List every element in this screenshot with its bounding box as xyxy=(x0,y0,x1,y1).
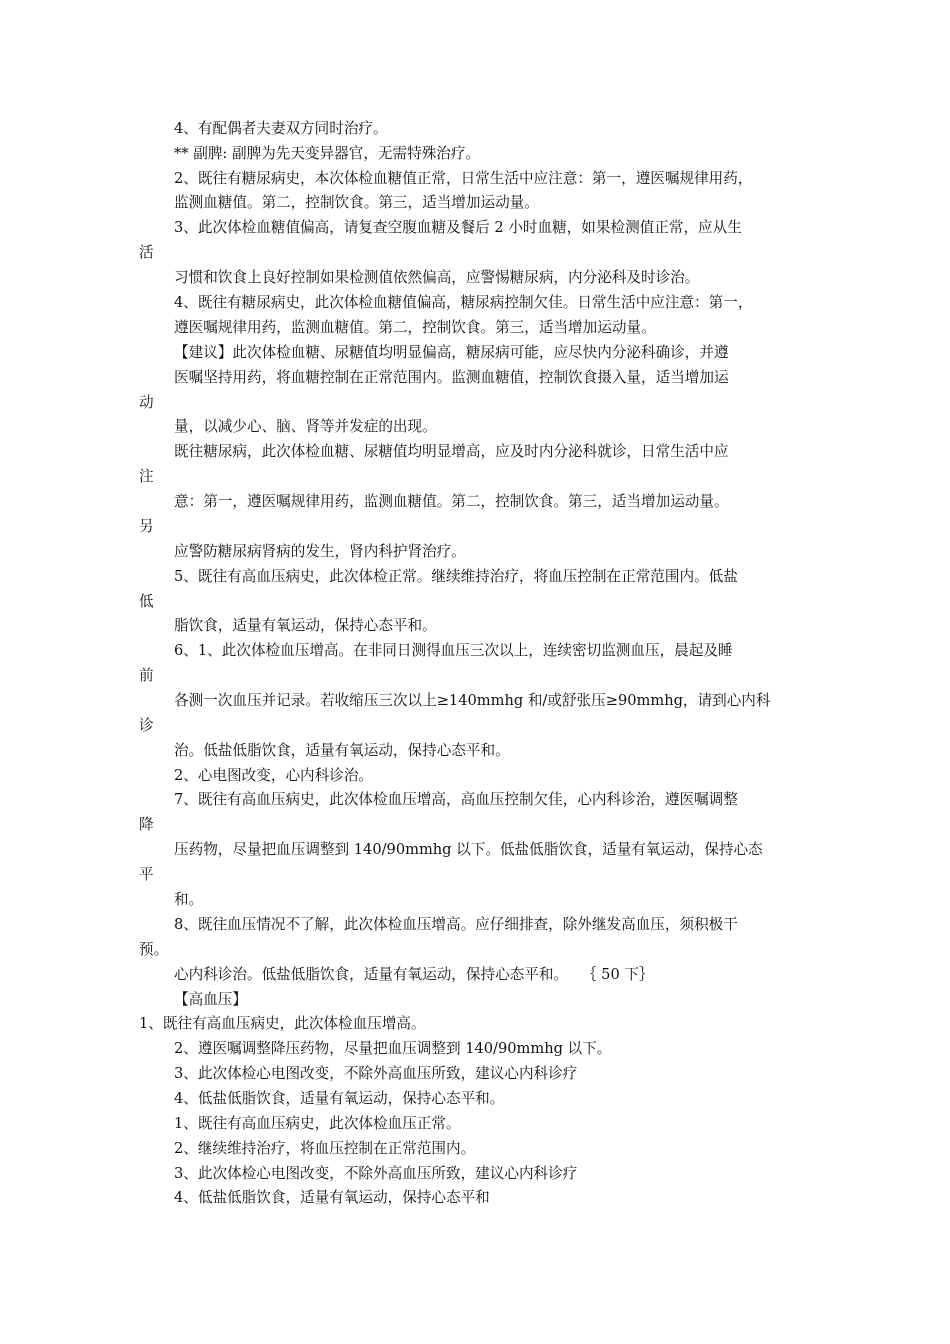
text-line: 量，以减少心、脑、肾等并发症的出现。 xyxy=(174,418,437,435)
text-line: 注 xyxy=(139,468,154,485)
text-line: 2、既往有糖尿病史，本次体检血糖值正常，日常生活中应注意：第一，遵医嘱规律用药， xyxy=(174,170,753,187)
text-line: 各测一次血压并记录。若收缩压三次以上≥140mmhg 和/或舒张压≥90mmhg，请到心内科 xyxy=(174,692,771,709)
section-heading: 【高血压】 xyxy=(174,991,247,1008)
text-line: 应警防糖尿病肾病的发生，肾内科护肾治疗。 xyxy=(174,543,466,560)
text-line: 另 xyxy=(139,518,154,535)
text-line: 【建议】此次体检血糖、尿糖值均明显偏高，糖尿病可能，应尽快内分泌科确诊，并遵 xyxy=(174,344,729,361)
text-line: 4、低盐低脂饮食，适量有氧运动，保持心态平和 xyxy=(174,1189,490,1206)
text-line: 3、此次体检心电图改变，不除外高血压所致，建议心内科诊疗 xyxy=(174,1065,578,1082)
text-line: 8、既往血压情况不了解，此次体检血压增高。应仔细排查，除外继发高血压，须积极干 xyxy=(174,916,738,933)
text-line: 遵医嘱规律用药，监测血糖值。第二，控制饮食。第三，适当增加运动量。 xyxy=(174,319,656,336)
text-line: 平 xyxy=(139,866,154,883)
text-line: 2、遵医嘱调整降压药物，尽量把血压调整到 140/90mmhg 以下。 xyxy=(174,1040,612,1057)
text-line: 降 xyxy=(139,816,154,833)
text-line: 2、心电图改变，心内科诊治。 xyxy=(174,767,374,784)
text-line: ** 副脾: 副脾为先天变异器官，无需特殊治疗。 xyxy=(174,145,481,162)
text-line: 既往糖尿病，此次体检血糖、尿糖值均明显增高，应及时内分泌科就诊，日常生活中应 xyxy=(174,443,729,460)
text-line: 2、继续维持治疗，将血压控制在正常范围内。 xyxy=(174,1140,476,1157)
text-line: 1、既往有高血压病史，此次体检血压增高。 xyxy=(139,1015,426,1032)
text-line: 1、既往有高血压病史，此次体检血压正常。 xyxy=(174,1115,461,1132)
text-line: 3、此次体检心电图改变，不除外高血压所致，建议心内科诊疗 xyxy=(174,1165,578,1182)
text-line: 压药物，尽量把血压调整到 140/90mmhg 以下。低盐低脂饮食，适量有氧运动，保持心态 xyxy=(174,841,763,858)
text-line: 7、既往有高血压病史，此次体检血压增高，高血压控制欠佳，心内科诊治，遵医嘱调整 xyxy=(174,791,738,808)
text-line: 4、低盐低脂饮食，适量有氧运动，保持心态平和。 xyxy=(174,1090,505,1107)
text-line: 低 xyxy=(139,593,154,610)
text-line: 诊 xyxy=(139,717,154,734)
text-line: 心内科诊治。低盐低脂饮食，适量有氧运动，保持心态平和。 ｛ 50 下｝ xyxy=(174,966,654,983)
text-line: 动 xyxy=(139,394,154,411)
text-line: 活 xyxy=(139,244,154,261)
text-line: 监测血糖值。第二，控制饮食。第三，适当增加运动量。 xyxy=(174,194,539,211)
text-line: 预。 xyxy=(139,941,169,958)
text-line: 医嘱坚持用药，将血糖控制在正常范围内。监测血糖值，控制饮食摄入量，适当增加运 xyxy=(174,369,729,386)
text-line: 脂饮食，适量有氧运动，保持心态平和。 xyxy=(174,617,437,634)
text-line: 和。 xyxy=(174,891,204,908)
text-line: 前 xyxy=(139,667,154,684)
text-line: 6、1、此次体检血压增高。在非同日测得血压三次以上，连续密切监测血压，晨起及睡 xyxy=(174,642,733,659)
text-line: 4、既往有糖尿病史，此次体检血糖值偏高，糖尿病控制欠佳。日常生活中应注意：第一， xyxy=(174,294,753,311)
text-line: 习惯和饮食上良好控制如果检测值依然偏高，应警惕糖尿病，内分泌科及时诊治。 xyxy=(174,269,700,286)
text-line: 意：第一，遵医嘱规律用药，监测血糖值。第二，控制饮食。第三，适当增加运动量。 xyxy=(174,493,729,510)
text-line: 5、既往有高血压病史，此次体检正常。继续维持治疗，将血压控制在正常范围内。低盐 xyxy=(174,568,738,585)
text-line: 3、此次体检血糖值偏高，请复查空腹血糖及餐后 2 小时血糖，如果检测值正常，应从生 xyxy=(174,219,742,236)
text-line: 4、有配偶者夫妻双方同时治疗。 xyxy=(174,120,388,137)
text-line: 治。低盐低脂饮食，适量有氧运动，保持心态平和。 xyxy=(174,742,510,759)
